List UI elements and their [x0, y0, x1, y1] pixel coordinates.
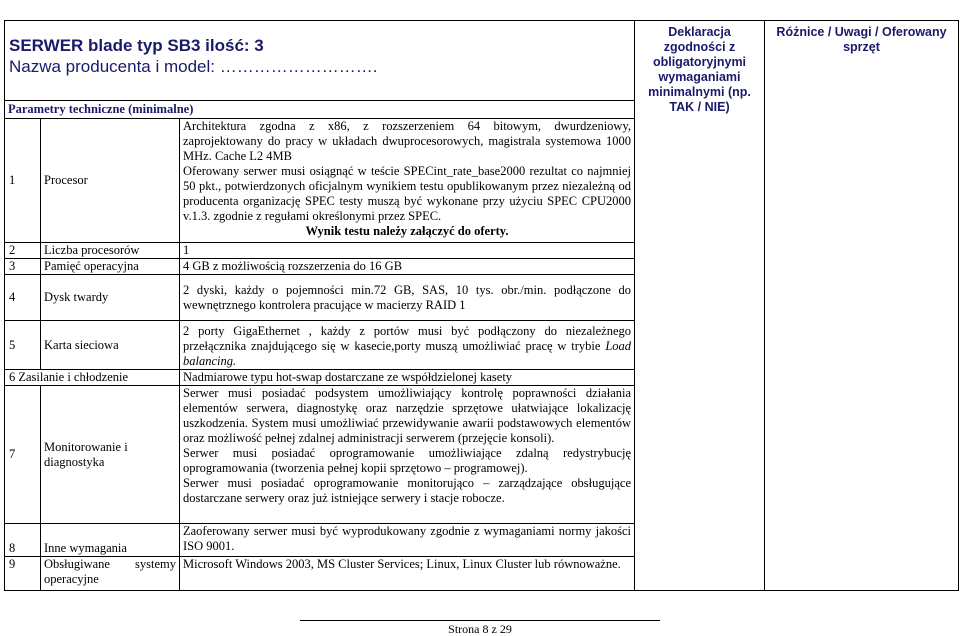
row-number: 9 [5, 557, 41, 591]
row-name: Zasilanie i chłodzenie [18, 370, 129, 384]
processor-test-note: Wynik testu należy załączyć do oferty. [305, 224, 509, 238]
page-number: Strona 8 z 29 [448, 622, 512, 636]
differences-header: Różnice / Uwagi / Oferowany sprzęt [776, 25, 947, 54]
row-description: Nadmiarowe typu hot-swap dostarczane ze współdzielonej kasety [180, 370, 635, 386]
network-card-text: 2 porty GigaEthernet , każdy z portów musi być podłączony do niezależnego przełącznika znajdującego się w kasecie,porty muszą umożliwiać pracę w trybie [183, 324, 632, 353]
row-description [180, 119, 635, 243]
header-cell [5, 21, 635, 101]
row-number: 1 [5, 119, 41, 243]
row-name: Monitorowanie i diagnostyka [41, 386, 180, 524]
row-name: Liczba procesorów [41, 243, 180, 259]
row-number: 5 [5, 321, 41, 370]
section-title: Parametry techniczne (minimalne) [5, 101, 635, 119]
row-name: Dysk twardy [41, 275, 180, 321]
document-title: SERWER blade typ SB3 ilość: 3 [9, 36, 264, 55]
declaration-column [635, 21, 765, 591]
row-name: Pamięć operacyjna [41, 259, 180, 275]
row-name: Karta sieciowa [41, 321, 180, 370]
spec-table [4, 20, 959, 591]
header-row [5, 21, 959, 101]
row-description: 2 dyski, każdy o pojemności min.72 GB, SAS, 10 tys. obr./min. podłączone do wewnętrznego kontrolera pracujące w macierzy RAID 1 [180, 275, 635, 321]
monitoring-management: Serwer musi posiadać oprogramowanie monitorująco – zarządzające obsługujące dostarczane serwery oraz już istniejące serwery i stacje robocze. [183, 476, 632, 505]
row-number: 7 [5, 386, 41, 524]
row-number: 6 [9, 370, 16, 384]
row-number: 3 [5, 259, 41, 275]
row-number: 4 [5, 275, 41, 321]
differences-column [765, 21, 959, 591]
row-number: 8 [5, 524, 41, 557]
network-card-mode: Load balancing. [183, 339, 632, 368]
monitoring-subsystem: Serwer musi posiadać podsystem umożliwiający kontrolę poprawności działania elementów serwera, diagnostykę oraz narzędzie sprzętowe ułatwiające lokalizację uszkodzenia. System musi umożliwiać przewidywanie awarii podstawowych elementów oraz możliwość pełnej zdalnej administracji serwerem (przejęcie konsoli). [183, 386, 632, 445]
declaration-header: Deklaracja zgodności z obligatoryjnymi wymaganiami minimalnymi (np. TAK / NIE) [648, 25, 751, 114]
row-description [180, 321, 635, 370]
row-label [5, 370, 180, 386]
producer-label: Nazwa producenta i model: ………………………. [9, 57, 378, 76]
row-name: Inne wymagania [41, 524, 180, 557]
processor-architecture: Architektura zgodna z x86, z rozszerzeniem 64 bitowym, dwurdzeniowy, zaprojektowany do pracy w układach dwuprocesorowych, magistrala systemowa 1000 MHz. Cache L2 4MB [183, 119, 632, 163]
row-description: Microsoft Windows 2003, MS Cluster Services; Linux, Linux Cluster lub równoważne. [180, 557, 635, 591]
row-description: 4 GB z możliwością rozszerzenia do 16 GB [180, 259, 635, 275]
monitoring-redistribution: Serwer musi posiadać oprogramowanie umożliwiające zdalną redystrybucję oprogramowania (tworzenia pełnej kopii sprzętowo – programowej). [183, 446, 632, 475]
row-name: Obsługiwane systemy operacyjne [41, 557, 180, 591]
row-description: Zaoferowany serwer musi być wyprodukowany zgodnie z wymaganiami normy jakości ISO 9001. [180, 524, 635, 557]
row-description [180, 386, 635, 524]
row-name: Procesor [41, 119, 180, 243]
row-description: 1 [180, 243, 635, 259]
row-number: 2 [5, 243, 41, 259]
footer-divider [300, 620, 660, 621]
processor-benchmark: Oferowany serwer musi osiągnąć w teście SPECint_rate_base2000 rezultat co najmniej 50 pkt., potwierdzonych oficjalnym wynikiem testu opublikowanym przez niezależną od producenta organizację SPEC testy muszą być wykonane przy użyciu SPEC CPU2000 v.1.3. zgodnie z regułami określonymi przez SPEC. [183, 164, 632, 223]
